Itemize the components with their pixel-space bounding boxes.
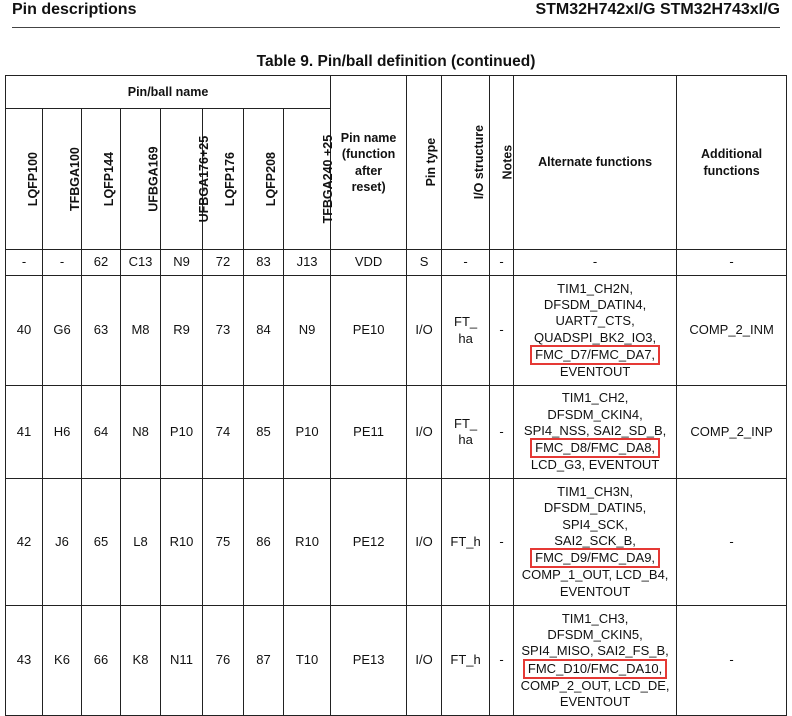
alternate-function-line: DFSDM_DATIN5, — [543, 500, 647, 516]
lqfp208-header: LQFP208 — [244, 109, 284, 250]
cell-additional-functions: - — [677, 606, 787, 716]
cell-tfbga240: R10 — [284, 479, 331, 606]
cell-additional-functions: - — [677, 479, 787, 606]
lqfp100-header: LQFP100 — [6, 109, 43, 250]
header-rule — [12, 27, 780, 28]
cell-tfbga240: T10 — [284, 606, 331, 716]
tfbga240-header: TFBGA240 +25 — [284, 109, 331, 250]
cell-alternate-functions — [514, 606, 677, 716]
highlighted-fmc-function: FMC_D9/FMC_DA9, — [532, 550, 658, 566]
cell-ufbga169: M8 — [121, 276, 161, 386]
notes-header: Notes — [490, 76, 514, 250]
pin-definition-table — [5, 75, 787, 716]
cell-pin-name: PE10 — [331, 276, 407, 386]
cell-additional-functions: - — [677, 250, 787, 276]
io-structure-line: FT_h — [450, 652, 481, 668]
cell-io-structure — [442, 386, 490, 479]
cell-pin-name: PE12 — [331, 479, 407, 606]
alternate-function-line: UART7_CTS, — [555, 313, 635, 329]
cell-lqfp208: 85 — [244, 386, 284, 479]
cell-tfbga100: - — [43, 250, 82, 276]
alternate-function-line: SPI4_SCK, — [562, 516, 628, 532]
alternate-function-line: EVENTOUT — [559, 363, 631, 379]
io-structure-line: FT_ — [454, 314, 478, 330]
cell-tfbga100: K6 — [43, 606, 82, 716]
cell-notes: - — [490, 386, 514, 479]
cell-pin-type: S — [407, 250, 442, 276]
cell-pin-type: I/O — [407, 386, 442, 479]
table-row — [6, 276, 787, 386]
cell-lqfp208: 87 — [244, 606, 284, 716]
additional-functions-header: Additional functions — [677, 76, 787, 250]
cell-ufbga176: N11 — [161, 606, 203, 716]
alternate-function-line: TIM1_CH2, — [561, 390, 629, 406]
alternate-function-line: SAI2_SCK_B, — [554, 532, 636, 548]
cell-additional-functions: COMP_2_INP — [677, 386, 787, 479]
cell-pin-type: I/O — [407, 276, 442, 386]
cell-tfbga240: J13 — [284, 250, 331, 276]
table-caption: Table 9. Pin/ball definition (continued) — [256, 53, 536, 70]
cell-lqfp176: 73 — [203, 276, 244, 386]
table-row — [6, 479, 787, 606]
io-structure-line: FT_ — [454, 415, 478, 431]
cell-pin-type: I/O — [407, 606, 442, 716]
cell-tfbga240: P10 — [284, 386, 331, 479]
alternate-function-line: TIM1_CH2N, — [557, 280, 634, 296]
alternate-function-line: EVENTOUT — [559, 693, 631, 709]
table-row — [6, 606, 787, 716]
cell-ufbga169: L8 — [121, 479, 161, 606]
pin-name-header: Pin name (function after reset) — [331, 76, 407, 250]
cell-lqfp100: 42 — [6, 479, 43, 606]
cell-ufbga176: N9 — [161, 250, 203, 276]
cell-lqfp176: 75 — [203, 479, 244, 606]
cell-lqfp144: 62 — [82, 250, 121, 276]
alternate-functions-header: Alternate functions — [514, 76, 677, 250]
cell-pin-type: I/O — [407, 479, 442, 606]
alternate-function-line: SPI4_NSS, SAI2_SD_B, — [523, 422, 667, 438]
cell-alternate-functions — [514, 479, 677, 606]
highlighted-fmc-function: FMC_D8/FMC_DA8, — [532, 440, 658, 456]
tfbga100-header: TFBGA100 — [43, 109, 82, 250]
section-title: Pin descriptions — [12, 1, 137, 18]
cell-tfbga100: G6 — [43, 276, 82, 386]
cell-io-structure — [442, 276, 490, 386]
io-structure-header: I/O structure — [442, 76, 490, 250]
alternate-function-line: LCD_G3, EVENTOUT — [530, 457, 660, 473]
alternate-function-line: DFSDM_CKIN5, — [547, 627, 643, 643]
cell-tfbga240: N9 — [284, 276, 331, 386]
pin-type-header: Pin type — [407, 76, 442, 250]
highlighted-fmc-function: FMC_D10/FMC_DA10, — [525, 661, 665, 677]
pin-ball-name-header: Pin/ball name — [6, 76, 331, 109]
cell-alternate-functions — [514, 250, 677, 276]
cell-io-structure — [442, 479, 490, 606]
cell-lqfp176: 74 — [203, 386, 244, 479]
cell-lqfp144: 64 — [82, 386, 121, 479]
cell-lqfp144: 65 — [82, 479, 121, 606]
ufbga169-header: UFBGA169 — [121, 109, 161, 250]
cell-ufbga176: P10 — [161, 386, 203, 479]
cell-pin-name: PE13 — [331, 606, 407, 716]
alternate-function-line: COMP_2_OUT, LCD_DE, — [520, 677, 670, 693]
cell-notes: - — [490, 479, 514, 606]
cell-lqfp144: 63 — [82, 276, 121, 386]
cell-tfbga100: J6 — [43, 479, 82, 606]
table-body — [6, 250, 787, 716]
table-row — [6, 386, 787, 479]
lqfp176-header: LQFP176 — [203, 109, 244, 250]
cell-lqfp176: 72 — [203, 250, 244, 276]
io-structure-line: ha — [458, 432, 473, 447]
cell-lqfp208: 83 — [244, 250, 284, 276]
cell-ufbga169: C13 — [121, 250, 161, 276]
alternate-function-line: TIM1_CH3N, — [557, 484, 634, 500]
cell-lqfp208: 86 — [244, 479, 284, 606]
cell-lqfp100: - — [6, 250, 43, 276]
alternate-function-line: SPI4_MISO, SAI2_FS_B, — [521, 643, 669, 659]
cell-additional-functions: COMP_2_INM — [677, 276, 787, 386]
cell-lqfp100: 40 — [6, 276, 43, 386]
cell-ufbga169: K8 — [121, 606, 161, 716]
ufbga176-header: UFBGA176+25 — [161, 109, 203, 250]
document-title: STM32H742xI/G STM32H743xI/G — [535, 1, 780, 18]
table-row — [6, 250, 787, 276]
cell-lqfp176: 76 — [203, 606, 244, 716]
alternate-function-line: - — [592, 254, 598, 270]
cell-notes: - — [490, 250, 514, 276]
cell-ufbga176: R9 — [161, 276, 203, 386]
io-structure-line: FT_h — [450, 533, 481, 549]
cell-tfbga100: H6 — [43, 386, 82, 479]
cell-alternate-functions — [514, 276, 677, 386]
cell-pin-name: PE11 — [331, 386, 407, 479]
lqfp144-header: LQFP144 — [82, 109, 121, 250]
alternate-function-line: EVENTOUT — [559, 583, 631, 599]
alternate-function-line: DFSDM_CKIN4, — [547, 406, 643, 422]
cell-io-structure — [442, 250, 490, 276]
highlighted-fmc-function: FMC_D7/FMC_DA7, — [532, 347, 658, 363]
cell-lqfp144: 66 — [82, 606, 121, 716]
cell-ufbga176: R10 — [161, 479, 203, 606]
cell-lqfp208: 84 — [244, 276, 284, 386]
cell-alternate-functions — [514, 386, 677, 479]
io-structure-line: ha — [458, 330, 473, 346]
cell-ufbga169: N8 — [121, 386, 161, 479]
cell-lqfp100: 41 — [6, 386, 43, 479]
cell-pin-name: VDD — [331, 250, 407, 276]
alternate-function-line: COMP_1_OUT, LCD_B4, — [521, 567, 669, 583]
cell-notes: - — [490, 606, 514, 716]
cell-lqfp100: 43 — [6, 606, 43, 716]
alternate-function-line: QUADSPI_BK2_IO3, — [534, 329, 657, 345]
alternate-function-line: DFSDM_DATIN4, — [543, 297, 647, 313]
cell-io-structure — [442, 606, 490, 716]
alternate-function-line: TIM1_CH3, — [561, 610, 629, 626]
cell-notes: - — [490, 276, 514, 386]
io-structure-line: - — [463, 254, 468, 270]
